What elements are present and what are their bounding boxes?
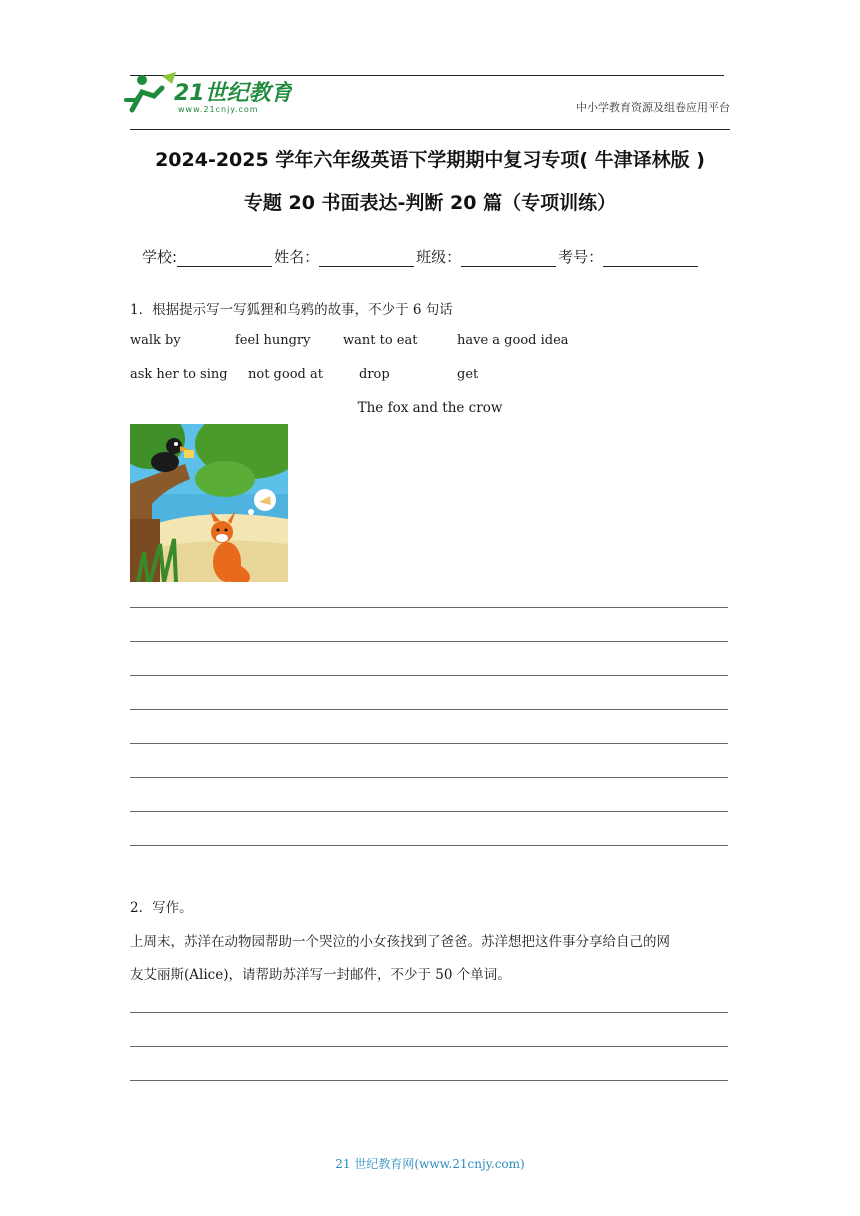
school-field[interactable] (142, 246, 274, 267)
q2-text-line-1: 上周末，苏洋在动物园帮助一个哭泣的小女孩找到了爸爸。苏洋想把这件事分享给自己的网 (130, 934, 670, 950)
platform-tagline: 中小学教育资源及组卷应用平台 (576, 101, 730, 114)
class-blank[interactable] (461, 250, 556, 267)
q2-writing-line-2[interactable] (130, 1046, 728, 1047)
q1-writing-line-1[interactable] (130, 607, 728, 608)
q2-writing-line-1[interactable] (130, 1012, 728, 1013)
number-blank[interactable] (603, 250, 698, 267)
fox-and-crow-illustration (130, 424, 288, 582)
svg-text:21世纪教育: 21世纪教育 (174, 81, 292, 106)
name-label: 姓名： (274, 248, 320, 266)
name-field[interactable] (274, 246, 416, 267)
document-title: 2024-2025 学年六年级英语下学期期中复习专项( 牛津译林版 ) (155, 149, 705, 171)
header-rule-bottom (130, 129, 730, 130)
q1-prompt: 1．根据提示写一写狐狸和乌鸦的故事，不少于 6 句话 (130, 302, 453, 318)
word-hint: feel hungry (235, 333, 311, 348)
document-subtitle: 专题 20 书面表达-判断 20 篇（专项训练） (243, 192, 617, 214)
name-blank[interactable] (319, 250, 414, 267)
class-field[interactable] (416, 246, 558, 267)
word-hint: have a good idea (457, 333, 569, 348)
footer-source[interactable]: 21 世纪教育网(www.21cnjy.com) (335, 1157, 525, 1171)
school-blank[interactable] (177, 250, 272, 267)
q1-writing-line-2[interactable] (130, 641, 728, 642)
word-hint: ask her to sing (130, 367, 228, 382)
word-hint: walk by (130, 333, 181, 348)
student-info-row (142, 246, 700, 267)
word-hint: want to eat (343, 333, 418, 348)
q2-writing-line-3[interactable] (130, 1080, 728, 1081)
q1-writing-line-6[interactable] (130, 777, 728, 778)
q1-story-title: The fox and the crow (357, 400, 503, 416)
school-label: 学校: (142, 248, 178, 266)
svg-text:www.21cnjy.com: www.21cnjy.com (178, 105, 259, 114)
class-label: 班级： (416, 248, 462, 266)
q1-writing-line-7[interactable] (130, 811, 728, 812)
q1-writing-line-3[interactable] (130, 675, 728, 676)
number-label: 考号： (558, 248, 604, 266)
word-hint: get (457, 367, 479, 382)
site-logo (122, 70, 292, 118)
q2-text-line-2: 友艾丽斯(Alice)，请帮助苏洋写一封邮件，不少于 50 个单词。 (130, 967, 511, 983)
q1-writing-line-4[interactable] (130, 709, 728, 710)
word-hint: not good at (248, 367, 323, 382)
number-field[interactable] (558, 246, 700, 267)
q1-writing-line-5[interactable] (130, 743, 728, 744)
q1-writing-line-8[interactable] (130, 845, 728, 846)
word-hint: drop (359, 367, 390, 382)
q2-label: 2．写作。 (130, 900, 193, 916)
